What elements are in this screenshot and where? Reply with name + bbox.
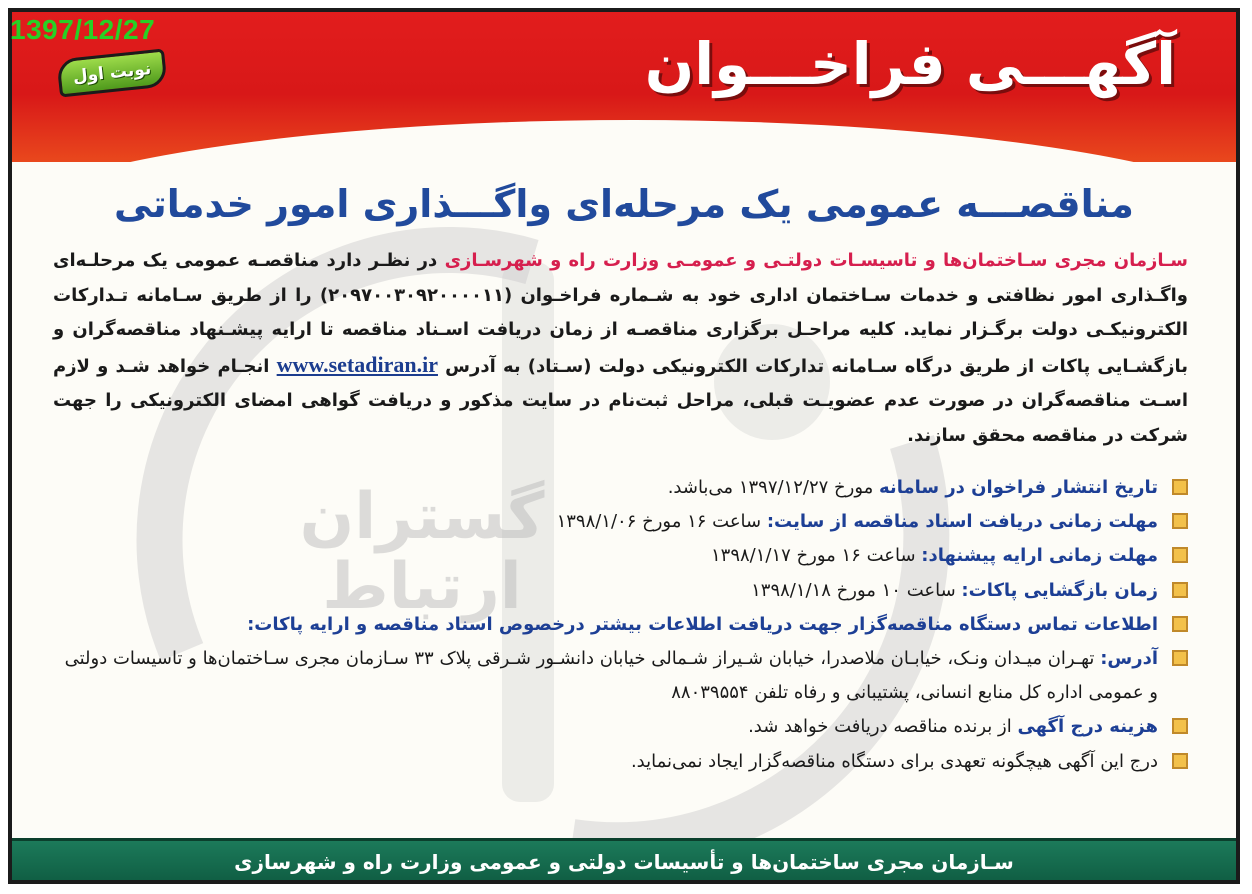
list-item-publish-date [53, 471, 1188, 505]
bullet-square-icon [1172, 547, 1188, 563]
details-list [53, 471, 1188, 779]
organization-name: سـازمان مجری سـاختمان‌ها و تاسیسـات دولتـی و عمومـی وزارت راه و شهرسـازی [444, 250, 1188, 271]
list-item-document-deadline [53, 505, 1188, 539]
item-label: اطلاعات تماس دستگاه مناقصه‌گزار جهت دریافت اطلاعات بیشتر درخصوص اسناد مناقصه و ارایه پاکات: [247, 613, 1158, 635]
item-label: تاریخ انتشار فراخوان در سامانه [879, 477, 1158, 498]
list-item-address [53, 642, 1188, 710]
bullet-square-icon [1172, 479, 1188, 495]
date-stamp: 1397/12/27 [10, 14, 156, 45]
item-label: زمان بازگشایی پاکات: [961, 579, 1158, 601]
item-label: مهلت زمانی ارایه پیشنهاد: [921, 545, 1158, 567]
watermark-text: گستران ارتباط [299, 480, 545, 624]
item-value: مورخ ۱۳۹۷/۱۲/۲۷ می‌باشد. [667, 477, 874, 498]
item-label: هزینه درج آگهی [1017, 716, 1158, 738]
bullet-square-icon [1172, 753, 1188, 769]
badge-label: نوبت اول [71, 58, 153, 88]
bullet-square-icon [1172, 513, 1188, 529]
item-value: تهـران میـدان ونـک، خیابـان ملاصدرا، خیابان شـیراز شـمالی خیابان دانشـور شـرقی پلاک ۳۳ سـازمان مجری سـاختمان‌ها و تاسیسات دولتی و عمومی اداره کل منابع انسانی، پشتیبانی و رفاه تلفن ۸۸۰۳۹۵۵۴ [64, 648, 1158, 704]
item-value: درج این آگهی هیچگونه تعهدی برای دستگاه مناقصه‌گزار ایجاد نمی‌نماید. [630, 750, 1158, 772]
item-value: ساعت ۱۰ مورخ ۱۳۹۸/۱/۱۸ [751, 579, 956, 601]
item-label: مهلت زمانی دریافت اسناد مناقصه از سایت: [766, 511, 1158, 533]
list-item-opening-time [53, 574, 1188, 608]
footer-organization: سـازمان مجری ساختمان‌ها و تأسیسات دولتی و عمومی وزارت راه و شهرسازی [234, 850, 1014, 874]
item-value: ساعت ۱۶ مورخ ۱۳۹۸/۱/۱۷ [711, 545, 916, 567]
ad-frame [8, 8, 1240, 884]
ad-title: آگهـــی فراخـــوان [644, 30, 1176, 98]
list-item-ad-cost [53, 710, 1188, 744]
body-text-part2: انجـام خواهد شـد و لازم اسـت مناقصه‌گران در صورت عدم عضویـت قبلی، مراحل ثبت‌نام در سایت مذکور و دریافت گواهی امضای الکترونیکی را جهت شرکت در مناقصه محقق سازند. [53, 355, 1188, 446]
item-value: ساعت ۱۶ مورخ ۱۳۹۸/۱/۰۶ [556, 511, 762, 533]
bullet-square-icon [1172, 616, 1188, 632]
body-text-part1: در نظـر دارد مناقصـه عمومی یک مرحلـه‌ای واگـذاری امور نظافتی و خدمات سـاختمان اداری خود به شـماره فراخـوان (۲۰۹۷۰۰۳۰۹۲۰۰۰۰۱۱) را از طریق سـامانه تـدارکات الکترونیکـی دولت برگـزار نماید. کلیه مراحـل برگزاری مناقصـه از زمان دریافت اسـناد مناقصه تا ارایه پیشـنهاد مناقصه‌گران و بازگشـایی پاکات از طریق درگاه سـامانه تدارکات الکترونیکی دولت (سـتاد) به آدرس [53, 250, 1188, 377]
item-label: آدرس: [1100, 648, 1158, 670]
item-value: از برنده مناقصه دریافت خواهد شد. [748, 716, 1012, 738]
announcement-body [53, 244, 1188, 453]
header-banner [12, 12, 1236, 162]
footer-banner [12, 838, 1236, 884]
setadiran-link[interactable]: www.setadiran.ir [276, 351, 438, 377]
list-item-contact-info [53, 608, 1188, 642]
list-item-disclaimer [53, 745, 1188, 779]
tender-title: مناقصـــه عمومی یک مرحله‌ای واگـــذاری امور خدماتی [114, 182, 1134, 226]
list-item-proposal-deadline [53, 539, 1188, 573]
bullet-square-icon [1172, 582, 1188, 598]
bullet-square-icon [1172, 718, 1188, 734]
bullet-square-icon [1172, 650, 1188, 666]
